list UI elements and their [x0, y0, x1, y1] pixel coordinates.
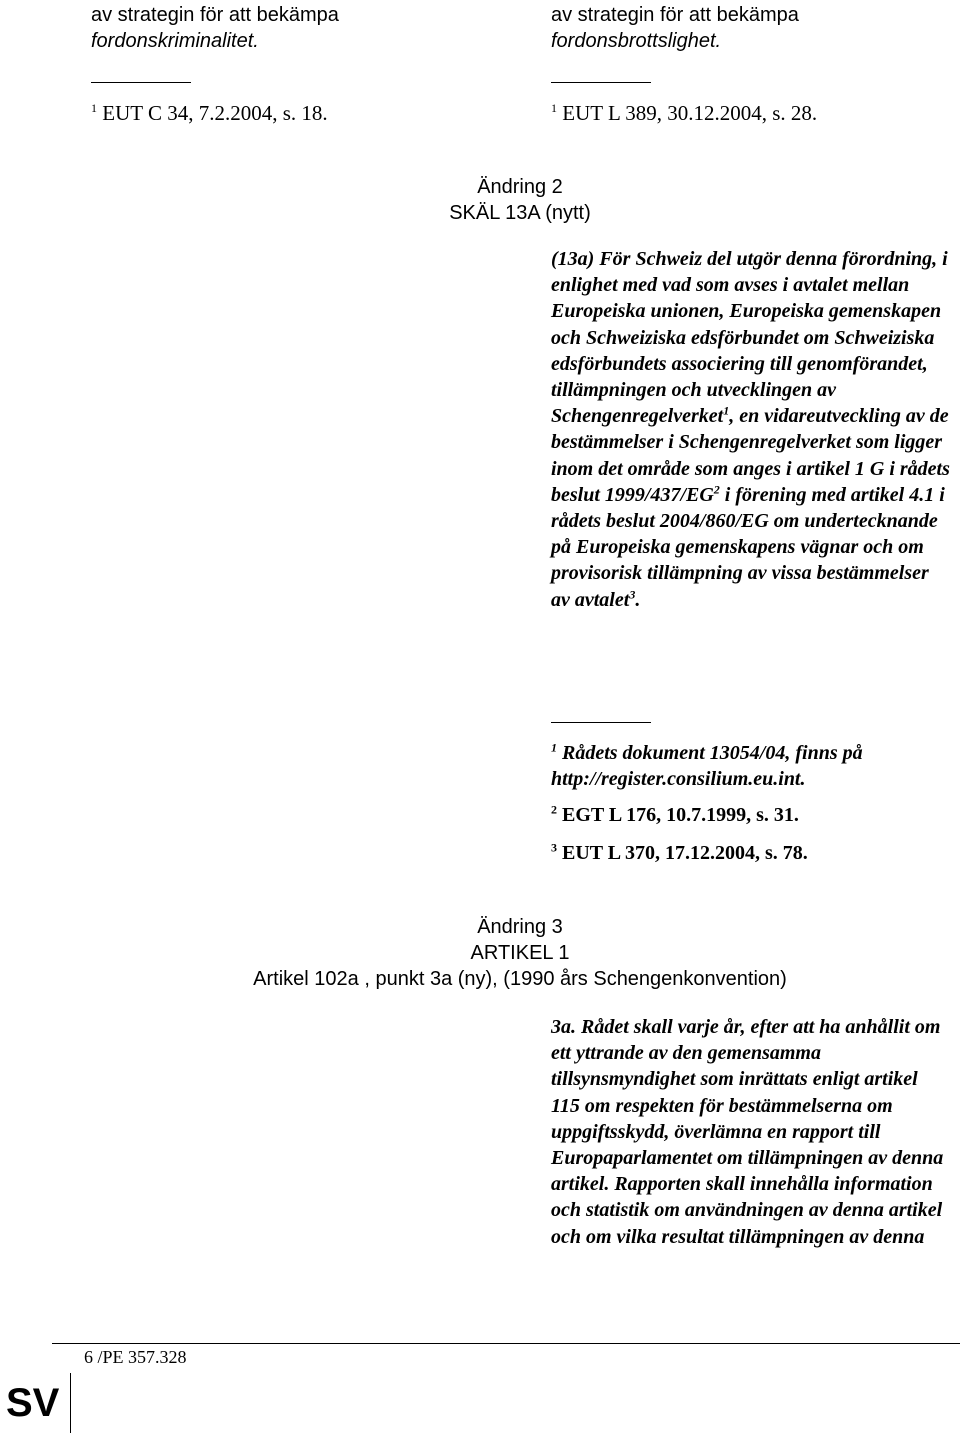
left-line-2: fordonskriminalitet. — [91, 30, 259, 52]
footnote-1 — [551, 740, 951, 792]
footnote-2 — [551, 802, 951, 828]
right-footnote-number: 1 — [551, 101, 557, 115]
amendment-2-heading — [400, 174, 640, 226]
amendment-2-footnote-rule — [551, 722, 651, 723]
amendment-3-article: ARTIKEL 1 — [470, 942, 570, 964]
footnote-2-number: 2 — [551, 802, 557, 817]
amendment-3-title: Ändring 3 — [477, 916, 563, 938]
left-footnote-rule — [91, 82, 191, 83]
left-column-continuation — [91, 2, 421, 54]
amendment-2-footnotes — [551, 740, 951, 866]
footnote-1-text: Rådets dokument 13054/04, finns på http://register.consilium.eu.int. — [551, 742, 863, 790]
amendment-2-paragraph — [551, 246, 951, 613]
footnote-3-text: EUT L 370, 17.12.2004, s. 78. — [562, 842, 808, 864]
footnote-ref-1: 1 — [723, 403, 730, 418]
footer-page-ref: 6 /PE 357.328 — [84, 1347, 187, 1367]
right-footnote-text: EUT L 389, 30.12.2004, s. 28. — [562, 101, 818, 125]
amendment-2-subtitle: SKÄL 13A (nytt) — [449, 202, 591, 224]
right-footnote — [551, 100, 817, 126]
right-line-2: fordonsbrottslighet. — [551, 30, 722, 52]
left-footnote — [91, 100, 328, 126]
footnote-3-number: 3 — [551, 840, 557, 855]
paragraph-part-4: . — [635, 588, 641, 611]
paragraph-part-3: i förening med artikel 4.1 i rådets beslut 2004/860/EG om undertecknande på Europeiska gemenskapens vägnar och om provisorisk tillämpning av vissa bestämmelser av avtalet — [551, 483, 945, 611]
footer-lang: SV — [6, 1381, 60, 1425]
left-footnote-number: 1 — [91, 101, 97, 115]
footnote-3 — [551, 840, 951, 866]
footer-lang-box — [0, 1373, 71, 1433]
footnote-ref-2: 2 — [713, 482, 720, 497]
amendment-3-paragraph: 3a. Rådet skall varje år, efter att ha anhållit om ett yttrande av den gemensamma tillsynsmyndighet som inrättats enligt artikel 115 om respekten för bestämmelserna om uppgiftsskydd, överlämna en rapport till Europaparlamentet om tillämpningen av denna artikel. Rapporten skall innehålla information och statistik om användningen av denna artikel och om vilka resultat tillämpningen av denna — [551, 1016, 944, 1248]
right-line-1: av strategin för att bekämpa — [551, 4, 799, 26]
right-footnote-rule — [551, 82, 651, 83]
footer-rule — [52, 1343, 960, 1344]
left-footnote-text: EUT C 34, 7.2.2004, s. 18. — [102, 101, 328, 125]
paragraph-part-1: (13a) För Schweiz del utgör denna förordning, i enlighet med vad som avses i avtalet mellan Europeiska unionen, Europeiska gemenskapen och Schweiziska edsförbundet om Schweiziska edsförbundets associering till genomförandet, tillämpningen och utvecklingen av Schengenregelverket — [551, 248, 948, 428]
left-line-1: av strategin för att bekämpa — [91, 4, 339, 26]
footnote-1-number: 1 — [551, 740, 557, 755]
amendment-3-subtitle: Artikel 102a , punkt 3a (ny), (1990 års Schengenkonvention) — [253, 968, 787, 990]
right-column-continuation — [551, 2, 931, 54]
paragraph-part-2: , en vidareutveckling av de bestämmelser i Schengenregelverket som ligger inom det område som anges i artikel 1 G i rådets beslut 1999/437/EG — [551, 405, 950, 506]
amendment-3-heading — [200, 914, 840, 992]
footnote-ref-3: 3 — [629, 586, 636, 601]
footnote-2-text: EGT L 176, 10.7.1999, s. 31. — [562, 804, 799, 826]
amendment-2-title: Ändring 2 — [477, 176, 563, 198]
